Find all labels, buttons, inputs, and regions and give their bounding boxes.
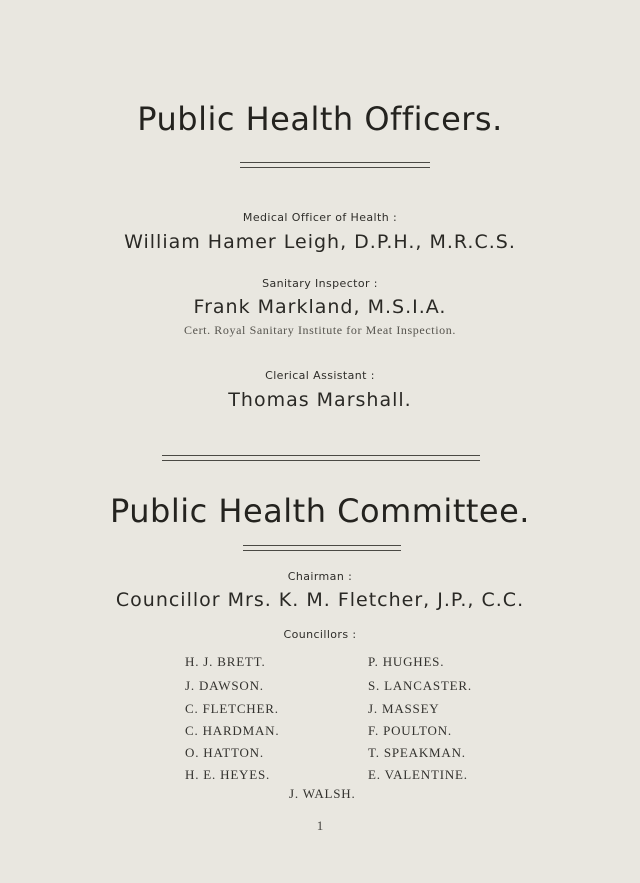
- councillor-left-4: C. HARDMAN.: [185, 723, 280, 738]
- medical-officer-name: William Hamer Leigh, D.P.H., M.R.C.S.: [124, 231, 516, 253]
- councillor-right-5: T. SPEAKMAN.: [368, 745, 466, 760]
- medical-officer-label: Medical Officer of Health :: [242, 211, 398, 224]
- clerical-assistant-label: Clerical Assistant :: [265, 369, 375, 382]
- councillor-right-4: F. POULTON.: [368, 723, 452, 738]
- councillor-right-3: J. MASSEY: [368, 701, 440, 716]
- clerical-assistant-name: Thomas Marshall.: [228, 389, 412, 411]
- councillor-right-1: P. HUGHES.: [368, 654, 445, 669]
- sanitary-inspector-name: Frank Markland, M.S.I.A.: [193, 296, 447, 318]
- councillor-right-2: S. LANCASTER.: [368, 678, 472, 693]
- sanitary-inspector-certification: Cert. Royal Sanitary Institute for Meat Inspection.: [184, 323, 456, 337]
- committee-title-divider-rule: [243, 545, 401, 551]
- councillor-left-6: H. E. HEYES.: [185, 767, 271, 782]
- councillor-left-1: H. J. BRETT.: [185, 654, 266, 669]
- chairman-label: Chairman :: [287, 570, 353, 583]
- committee-title: Public Health Committee.: [110, 492, 530, 530]
- councillor-right-6: E. VALENTINE.: [368, 767, 468, 782]
- page-number: 1: [316, 818, 324, 833]
- councillor-final: J. WALSH.: [289, 786, 356, 801]
- councillors-label: Councillors :: [283, 628, 357, 641]
- councillor-left-3: C. FLETCHER.: [185, 701, 279, 716]
- chairman-name: Councillor Mrs. K. M. Fletcher, J.P., C.C.: [115, 589, 525, 611]
- title-divider-rule: [240, 162, 430, 168]
- section-divider-rule: [162, 455, 480, 461]
- councillor-left-2: J. DAWSON.: [185, 678, 264, 693]
- officers-title: Public Health Officers.: [137, 100, 503, 138]
- councillor-left-5: O. HATTON.: [185, 745, 264, 760]
- sanitary-inspector-label: Sanitary Inspector :: [262, 277, 378, 290]
